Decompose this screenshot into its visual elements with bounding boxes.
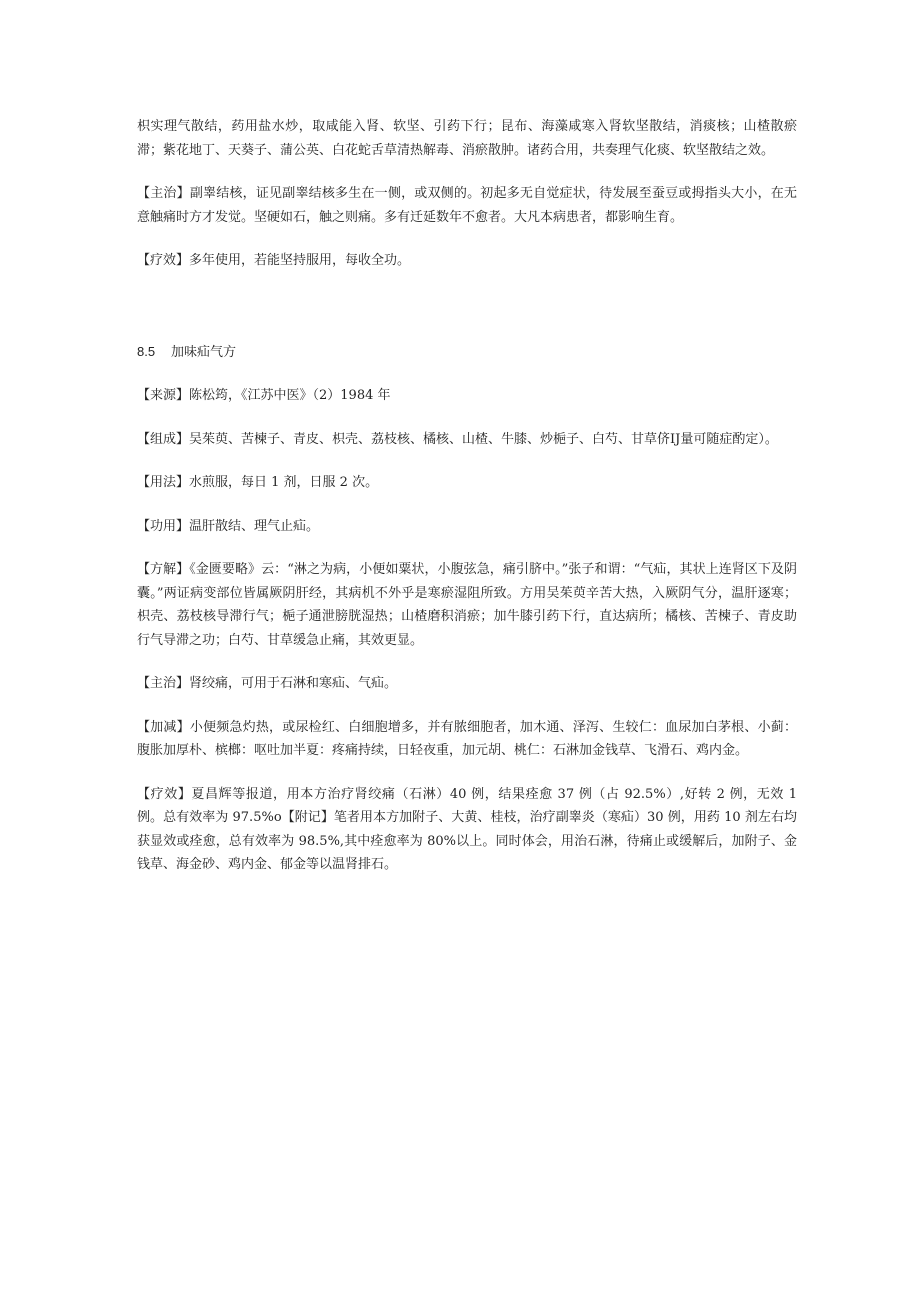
section-number: 8.5 bbox=[137, 343, 156, 359]
modifications-paragraph: 【加减】小便频急灼热，或尿检红、白细胞增多，并有脓细胞者，加木通、泽泻、生较仁：血尿加白茅根、小蓟：腹胀加厚朴、槟榔：呕吐加半夏：疼痛持续，日轻夜重，加元胡、桃仁：石淋加金钱草、飞滑石、鸡内金。 bbox=[137, 719, 797, 758]
document-body bbox=[137, 115, 797, 897]
efficacy-paragraph-2: 【疗效】夏昌辉等报道，用本方治疗肾绞痛（石淋）40 例，结果痊愈 37 例（占 92.5%）,好转 2 例，无效 1 例。总有效率为 97.5%o【附记】笔者用本方加附子、大黄、桂枝，治疗副睾炎（寒疝）30 例，用药 10 剂左右均获显效或痊愈，总有效率为 98.5%,其中痊愈率为 80%以上。同时体会，用治石淋，待痛止或缓解后，加附子、金钱草、海金砂、鸡内金、郁金等以温肾排石。 bbox=[137, 786, 797, 872]
section-spacer bbox=[137, 293, 797, 340]
source-paragraph: 【来源】陈松筠，《江苏中医》（2）1984 年 bbox=[137, 388, 391, 403]
formula-explanation-paragraph: 【方解】《金匮要略》云：“淋之为病，小便如粟状，小腹弦急，痛引脐中。”张子和谓：“气疝，其状上连肾区下及阴囊。”两证病变部位皆属厥阴肝经，其病机不外乎是寒瘀湿阻所致。方用吴茱萸辛苦大热，入厥阴气分，温肝逐寒；枳壳、荔枝核导滞行气；梔子通泄膀胱湿热；山楂磨积消瘀；加牛膝引药下行，直达病所；橘核、苦楝子、青皮助行气导滞之功；白芍、甘草缓急止痛，其效更显。 bbox=[137, 562, 797, 648]
section-title: 加味疝气方 bbox=[171, 344, 237, 360]
intro-paragraph: 枳实理气散结，药用盐水炒，取咸能入肾、软坚、引药下行；昆布、海藻咸寒入肾软坚散结，消痰核；山楂散瘀滞；紫花地丁、天葵子、蒲公英、白花蛇舌草清热解毒、消瘀散肿。诸药合用，共奏理气化痰、软坚散结之效。 bbox=[137, 119, 797, 158]
indications-paragraph-1: 【主治】副睾结核，证见副睾结核多生在一侧，或双侧的。初起多无自觉症状，待发展至蚕豆或拇指头大小，在无意触痛时方才发觉。坚硬如石，触之则痛。多有迁延数年不愈者。大凡本病患者，都影响生育。 bbox=[137, 186, 797, 225]
composition-paragraph: 【组成】吴茱萸、苦楝子、青皮、枳壳、荔枝核、橘核、山楂、牛膝、炒梔子、白芍、甘草侪IJ量可随症酌定）。 bbox=[137, 431, 778, 447]
indications-paragraph-2: 【主治】肾绞痛，可用于石淋和寒疝、气疝。 bbox=[137, 676, 398, 691]
usage-paragraph: 【用法】水煎服，每日 1 剂，日服 2 次。 bbox=[137, 475, 379, 490]
efficacy-paragraph-1: 【疗效】多年使用，若能坚持服用，每收全功。 bbox=[137, 253, 411, 268]
section-heading bbox=[137, 340, 797, 365]
function-paragraph: 【功用】温肝散结、理气止疝。 bbox=[137, 518, 320, 534]
